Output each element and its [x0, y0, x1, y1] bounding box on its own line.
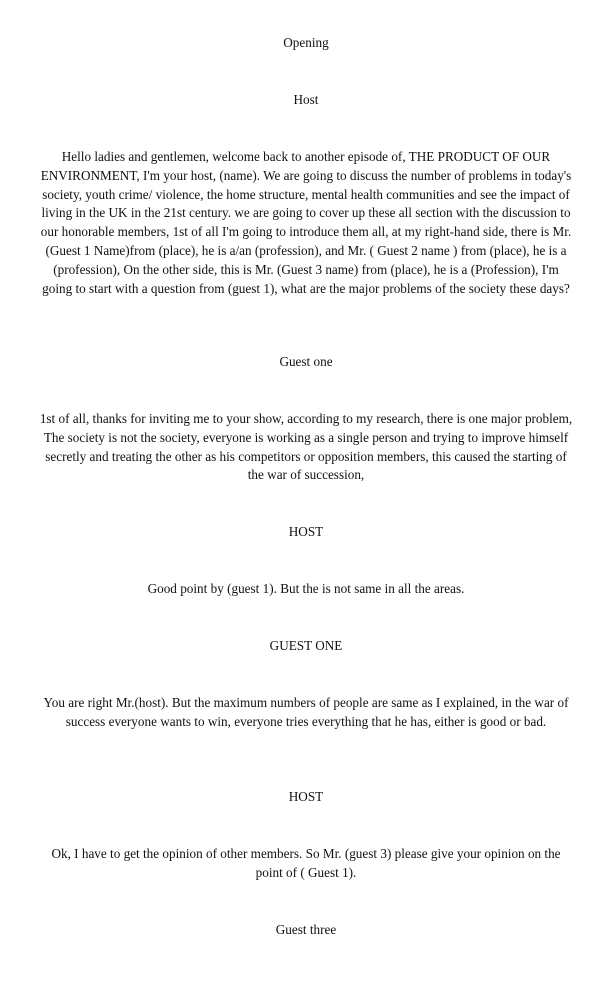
- speaker-label-guest-one-2: GUEST ONE: [269, 638, 343, 653]
- speaker-label-host: Host: [293, 92, 319, 107]
- speaker-label-guest-one: Guest one: [279, 354, 333, 369]
- dialogue-host-request: Ok, I have to get the opinion of other members. So Mr. (guest 3) please give your opinion on the point of ( Guest 1).: [51, 846, 561, 880]
- speaker-label-host-3: HOST: [288, 789, 324, 804]
- speaker-label-host-2: HOST: [288, 524, 324, 539]
- section-heading-opening: Opening: [283, 35, 329, 50]
- speaker-label-guest-three: Guest three: [275, 922, 337, 937]
- dialogue-guest-one-reply: You are right Mr.(host). But the maximum numbers of people are same as I explained, in the war of success everyone wants to win, everyone tries everything that he has, either is good or bad.: [43, 695, 569, 729]
- dialogue-guest-one-answer: 1st of all, thanks for inviting me to your show, according to my research, there is one major problem, The society is not the society, everyone is working as a single person and trying to improve himself secretly and treating the other as his competitors or opposition members, this caused the starting of the war of succession,: [39, 411, 573, 483]
- dialogue-host-reply: Good point by (guest 1). But the is not same in all the areas.: [147, 581, 465, 596]
- dialogue-host-opening: Hello ladies and gentlemen, welcome back to another episode of, THE PRODUCT OF OUR ENVIRONMENT, I'm your host, (name). We are going to discuss the number of problems in today's society, youth crime/ violence, the home structure, mental health communities and see the impact of living in the UK in the 21st century. we are going to cover up these all section with the discussion to our honorable members, 1st of all I'm going to introduce them all, at my right-hand side, there is Mr.(Guest 1 Name)from (place), he is a/an (profession), and Mr. ( Guest 2 name ) from (place), he is a (profession), On the other side, this is Mr. (Guest 3 name) from (place), he is a (Profession), I'm going to start with a question from (guest 1), what are the major problems of the society these days?: [40, 149, 572, 296]
